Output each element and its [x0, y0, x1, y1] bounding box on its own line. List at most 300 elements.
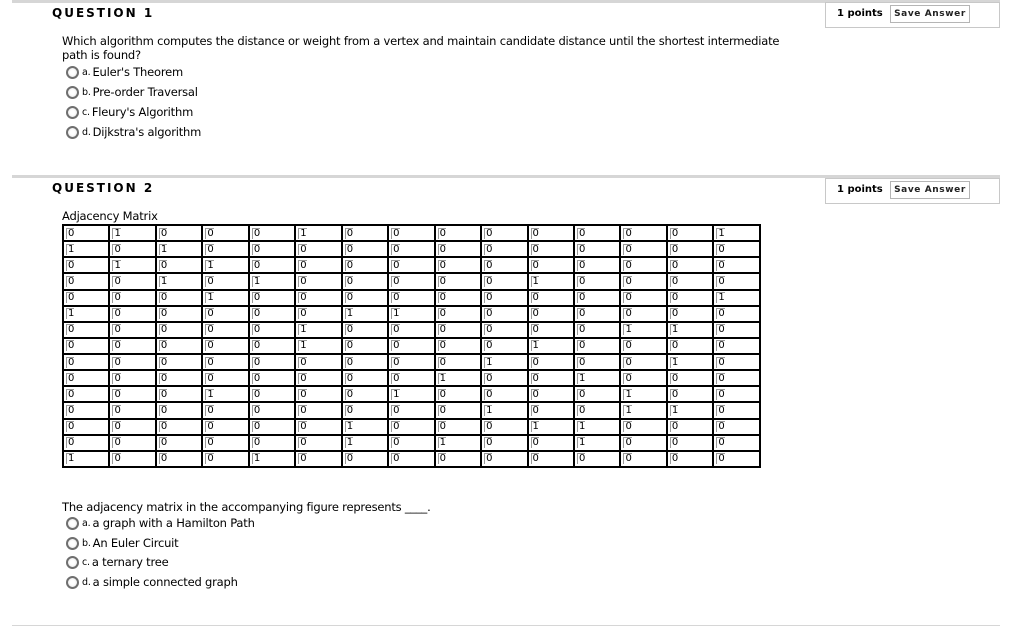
matrix-cell	[156, 273, 202, 289]
matrix-cell	[63, 338, 109, 354]
matrix-cell-value: 0	[671, 372, 679, 384]
matrix-cell-value: 0	[671, 227, 679, 239]
matrix-cell-value: 0	[114, 356, 121, 368]
matrix-cell	[295, 386, 341, 402]
matrix-cell-value: 0	[207, 453, 214, 465]
matrix-cell-value: 1	[718, 292, 725, 304]
matrix-cell-value: 0	[625, 372, 632, 384]
radio-button[interactable]	[66, 126, 79, 139]
matrix-cell	[249, 322, 295, 338]
question-2-option-a[interactable]: a. a graph with a Hamilton Path	[66, 514, 255, 532]
matrix-cell-value: 1	[718, 227, 725, 239]
matrix-cell	[342, 241, 388, 257]
matrix-cell	[63, 419, 109, 435]
matrix-cell-value: 0	[671, 275, 679, 287]
matrix-cell	[620, 273, 666, 289]
matrix-cell-value: 0	[114, 388, 121, 400]
matrix-cell	[109, 354, 155, 370]
matrix-cell-value: 0	[253, 259, 261, 271]
matrix-cell	[713, 322, 760, 338]
matrix-cell-value: 0	[578, 340, 586, 352]
matrix-cell	[481, 402, 527, 418]
matrix-cell-value: 0	[718, 437, 725, 449]
matrix-cell-value: 0	[160, 308, 168, 320]
matrix-cell-value: 0	[486, 388, 493, 400]
matrix-cell-value: 0	[532, 227, 539, 239]
matrix-cell-value: 0	[253, 308, 261, 320]
question-2-option-c[interactable]: c. a ternary tree	[66, 553, 169, 571]
matrix-cell	[388, 419, 434, 435]
question-2-title: QUESTION 2	[52, 181, 155, 195]
matrix-cell-value: 0	[532, 404, 539, 416]
question-2-points-box	[825, 178, 1000, 204]
radio-button[interactable]	[66, 537, 79, 550]
matrix-cell-value: 0	[300, 437, 307, 449]
matrix-cell	[667, 354, 713, 370]
matrix-cell	[667, 273, 713, 289]
matrix-cell-value: 0	[207, 421, 214, 433]
matrix-row	[63, 451, 760, 467]
matrix-cell	[249, 225, 295, 241]
matrix-cell-value: 0	[68, 324, 75, 336]
matrix-cell	[202, 257, 248, 273]
matrix-cell	[481, 451, 527, 467]
matrix-row	[63, 354, 760, 370]
matrix-cell	[667, 290, 713, 306]
matrix-cell	[202, 241, 248, 257]
matrix-cell	[249, 290, 295, 306]
matrix-cell-value: 1	[346, 308, 354, 320]
question-2-save-button[interactable]: Save Answer	[890, 181, 970, 199]
matrix-cell-value: 0	[532, 453, 539, 465]
matrix-cell	[435, 402, 481, 418]
matrix-cell-value: 0	[300, 292, 307, 304]
matrix-cell	[620, 354, 666, 370]
matrix-cell-value: 0	[114, 292, 121, 304]
matrix-cell	[63, 370, 109, 386]
matrix-cell-value: 0	[346, 372, 354, 384]
matrix-cell	[620, 402, 666, 418]
matrix-cell	[342, 225, 388, 241]
question-1-points-box	[825, 2, 1000, 28]
matrix-cell-value: 0	[253, 292, 261, 304]
matrix-cell-value: 0	[671, 292, 679, 304]
matrix-cell	[295, 338, 341, 354]
matrix-cell	[342, 435, 388, 451]
matrix-cell-value: 0	[300, 243, 307, 255]
matrix-cell-value: 0	[346, 324, 354, 336]
matrix-cell	[667, 451, 713, 467]
matrix-cell-value: 0	[160, 340, 168, 352]
matrix-cell-value: 1	[300, 324, 307, 336]
matrix-cell	[574, 402, 620, 418]
matrix-cell-value: 0	[253, 356, 261, 368]
question-2-option-d[interactable]: d. a simple connected graph	[66, 573, 238, 591]
matrix-cell	[342, 402, 388, 418]
matrix-cell-value: 0	[393, 404, 400, 416]
matrix-cell	[156, 322, 202, 338]
matrix-cell-value: 0	[346, 388, 354, 400]
matrix-cell	[63, 273, 109, 289]
matrix-cell-value: 0	[160, 356, 168, 368]
matrix-cell	[713, 225, 760, 241]
matrix-cell-value: 0	[346, 243, 354, 255]
matrix-cell	[481, 338, 527, 354]
matrix-cell-value: 0	[578, 292, 586, 304]
matrix-cell	[109, 451, 155, 467]
radio-button[interactable]	[66, 106, 79, 119]
matrix-cell	[156, 354, 202, 370]
matrix-cell-value: 0	[160, 227, 168, 239]
matrix-cell-value: 0	[393, 453, 400, 465]
matrix-cell	[574, 225, 620, 241]
matrix-cell-value: 0	[486, 292, 493, 304]
matrix-cell-value: 0	[114, 372, 121, 384]
matrix-cell	[667, 370, 713, 386]
matrix-cell-value: 0	[625, 292, 632, 304]
matrix-cell-value: 1	[486, 356, 493, 368]
matrix-cell	[388, 225, 434, 241]
matrix-cell	[156, 241, 202, 257]
matrix-cell-value: 0	[114, 421, 121, 433]
matrix-cell	[667, 419, 713, 435]
matrix-cell	[202, 306, 248, 322]
matrix-cell-value: 0	[578, 404, 586, 416]
matrix-cell-value: 1	[253, 453, 261, 465]
matrix-cell	[156, 257, 202, 273]
matrix-cell	[528, 402, 574, 418]
matrix-cell	[435, 370, 481, 386]
matrix-cell	[109, 338, 155, 354]
matrix-cell-value: 0	[253, 372, 261, 384]
matrix-cell	[342, 386, 388, 402]
matrix-cell-value: 0	[300, 421, 307, 433]
matrix-cell-value: 0	[346, 453, 354, 465]
matrix-cell-value: 1	[625, 404, 632, 416]
matrix-cell-value: 0	[68, 259, 75, 271]
matrix-cell	[295, 419, 341, 435]
matrix-cell	[574, 451, 620, 467]
matrix-label: Adjacency Matrix	[62, 209, 158, 223]
matrix-cell-value: 0	[207, 437, 214, 449]
matrix-cell-value: 0	[207, 324, 214, 336]
matrix-cell	[109, 402, 155, 418]
matrix-cell	[295, 241, 341, 257]
matrix-cell	[388, 290, 434, 306]
matrix-cell	[109, 322, 155, 338]
radio-button[interactable]	[66, 86, 79, 99]
question-2-option-b[interactable]: b. An Euler Circuit	[66, 534, 179, 552]
question-1-option-d[interactable]: d. Dijkstra's algorithm	[66, 123, 201, 141]
matrix-cell-value: 0	[578, 453, 586, 465]
matrix-cell	[667, 386, 713, 402]
matrix-cell-value: 0	[718, 356, 725, 368]
radio-button[interactable]	[66, 517, 79, 530]
matrix-cell	[620, 225, 666, 241]
matrix-cell	[528, 435, 574, 451]
matrix-cell-value: 1	[346, 437, 354, 449]
matrix-cell	[295, 402, 341, 418]
matrix-cell	[295, 273, 341, 289]
matrix-cell	[388, 435, 434, 451]
matrix-cell-value: 0	[207, 404, 214, 416]
matrix-cell-value: 0	[439, 340, 446, 352]
matrix-cell-value: 0	[393, 324, 400, 336]
matrix-cell-value: 0	[532, 372, 539, 384]
matrix-cell-value: 0	[718, 340, 725, 352]
matrix-row	[63, 273, 760, 289]
matrix-cell	[620, 322, 666, 338]
matrix-cell-value: 0	[718, 388, 725, 400]
matrix-cell-value: 0	[160, 404, 168, 416]
matrix-cell-value: 0	[439, 388, 446, 400]
matrix-cell-value: 1	[439, 372, 446, 384]
matrix-cell	[249, 435, 295, 451]
matrix-cell-value: 1	[160, 243, 168, 255]
matrix-cell	[388, 273, 434, 289]
matrix-cell-value: 1	[625, 388, 632, 400]
matrix-cell	[713, 419, 760, 435]
matrix-cell-value: 0	[253, 437, 261, 449]
matrix-cell	[713, 386, 760, 402]
matrix-cell-value: 0	[439, 404, 446, 416]
radio-button[interactable]	[66, 556, 79, 569]
matrix-cell	[481, 273, 527, 289]
matrix-cell	[342, 338, 388, 354]
matrix-row	[63, 370, 760, 386]
matrix-cell-value: 0	[578, 259, 586, 271]
matrix-cell	[63, 322, 109, 338]
matrix-cell-value: 0	[346, 227, 354, 239]
matrix-cell-value: 0	[68, 421, 75, 433]
matrix-cell-value: 0	[207, 308, 214, 320]
matrix-cell	[342, 419, 388, 435]
matrix-cell	[528, 338, 574, 354]
matrix-cell	[342, 290, 388, 306]
matrix-cell	[574, 338, 620, 354]
matrix-cell-value: 0	[486, 259, 493, 271]
question-1-option-c[interactable]: c. Fleury's Algorithm	[66, 103, 193, 121]
matrix-cell	[481, 290, 527, 306]
matrix-cell	[528, 322, 574, 338]
matrix-cell-value: 1	[671, 324, 679, 336]
matrix-cell	[481, 354, 527, 370]
matrix-cell-value: 0	[393, 243, 400, 255]
matrix-cell-value: 0	[68, 340, 75, 352]
matrix-cell-value: 0	[393, 356, 400, 368]
matrix-cell	[202, 225, 248, 241]
matrix-cell	[388, 338, 434, 354]
matrix-cell	[156, 435, 202, 451]
matrix-cell-value: 0	[671, 259, 679, 271]
matrix-cell-value: 0	[671, 437, 679, 449]
matrix-cell-value: 0	[578, 275, 586, 287]
matrix-cell	[574, 419, 620, 435]
matrix-cell	[156, 419, 202, 435]
matrix-cell	[435, 451, 481, 467]
question-1-option-b[interactable]: b. Pre-order Traversal	[66, 83, 198, 101]
matrix-cell-value: 1	[393, 388, 400, 400]
question-1-text: Which algorithm computes the distance or weight from a vertex and maintain candidate distance until the shortest intermediate path is found?	[62, 34, 780, 62]
matrix-cell-value: 0	[486, 437, 493, 449]
matrix-cell-value: 0	[625, 259, 632, 271]
matrix-cell	[295, 225, 341, 241]
matrix-cell-value: 0	[486, 324, 493, 336]
matrix-cell	[435, 435, 481, 451]
matrix-cell	[713, 306, 760, 322]
matrix-cell-value: 0	[160, 421, 168, 433]
matrix-cell	[435, 322, 481, 338]
matrix-cell-value: 0	[486, 372, 493, 384]
matrix-row	[63, 435, 760, 451]
matrix-cell-value: 0	[532, 292, 539, 304]
matrix-cell-value: 0	[346, 292, 354, 304]
matrix-cell-value: 0	[300, 356, 307, 368]
question-1-save-button[interactable]: Save Answer	[890, 5, 970, 23]
matrix-cell-value: 0	[207, 275, 214, 287]
matrix-cell-value: 0	[253, 388, 261, 400]
matrix-cell	[156, 338, 202, 354]
matrix-cell	[574, 290, 620, 306]
matrix-cell-value: 1	[671, 356, 679, 368]
matrix-cell-value: 0	[532, 259, 539, 271]
matrix-cell	[388, 370, 434, 386]
matrix-cell-value: 0	[300, 259, 307, 271]
matrix-cell-value: 0	[718, 453, 725, 465]
matrix-cell	[202, 419, 248, 435]
matrix-cell-value: 0	[486, 340, 493, 352]
matrix-cell	[109, 386, 155, 402]
matrix-cell-value: 0	[625, 437, 632, 449]
matrix-row	[63, 257, 760, 273]
matrix-cell	[295, 322, 341, 338]
matrix-cell-value: 0	[532, 324, 539, 336]
matrix-cell	[202, 370, 248, 386]
matrix-cell-value: 0	[486, 243, 493, 255]
matrix-cell-value: 0	[114, 404, 121, 416]
matrix-cell-value: 0	[532, 356, 539, 368]
matrix-cell-value: 0	[393, 227, 400, 239]
matrix-cell	[202, 354, 248, 370]
matrix-cell-value: 1	[68, 453, 75, 465]
matrix-cell-value: 0	[625, 356, 632, 368]
matrix-cell-value: 0	[393, 340, 400, 352]
matrix-cell	[202, 402, 248, 418]
matrix-cell	[63, 451, 109, 467]
matrix-cell	[295, 370, 341, 386]
matrix-cell	[249, 402, 295, 418]
matrix-cell	[667, 241, 713, 257]
matrix-cell	[620, 419, 666, 435]
matrix-cell	[574, 386, 620, 402]
matrix-cell	[713, 370, 760, 386]
matrix-cell-value: 1	[532, 421, 539, 433]
matrix-cell-value: 0	[578, 227, 586, 239]
matrix-cell	[667, 338, 713, 354]
matrix-cell-value: 1	[160, 275, 168, 287]
matrix-cell	[342, 306, 388, 322]
matrix-cell	[528, 306, 574, 322]
matrix-cell	[435, 386, 481, 402]
question-1-option-a[interactable]: a. Euler's Theorem	[66, 63, 183, 81]
matrix-row	[63, 290, 760, 306]
matrix-cell	[574, 354, 620, 370]
matrix-cell-value: 0	[718, 421, 725, 433]
matrix-cell-value: 0	[393, 421, 400, 433]
matrix-cell	[156, 290, 202, 306]
matrix-cell-value: 0	[625, 308, 632, 320]
matrix-cell-value: 0	[346, 275, 354, 287]
matrix-cell-value: 0	[300, 372, 307, 384]
matrix-cell	[528, 419, 574, 435]
matrix-cell	[388, 306, 434, 322]
matrix-cell-value: 0	[68, 227, 75, 239]
matrix-cell-value: 0	[393, 372, 400, 384]
matrix-cell	[109, 225, 155, 241]
matrix-cell	[63, 225, 109, 241]
matrix-cell-value: 1	[300, 227, 307, 239]
matrix-cell	[109, 370, 155, 386]
matrix-cell-value: 0	[300, 453, 307, 465]
matrix-cell-value: 0	[671, 421, 679, 433]
matrix-cell-value: 0	[68, 372, 75, 384]
matrix-cell-value: 0	[439, 324, 446, 336]
matrix-cell-value: 0	[346, 340, 354, 352]
matrix-cell	[63, 386, 109, 402]
matrix-cell	[202, 451, 248, 467]
matrix-cell-value: 0	[393, 259, 400, 271]
matrix-cell-value: 0	[346, 356, 354, 368]
matrix-cell-value: 0	[114, 437, 121, 449]
matrix-cell-value: 0	[578, 308, 586, 320]
matrix-cell-value: 0	[160, 372, 168, 384]
matrix-cell	[620, 370, 666, 386]
matrix-cell	[249, 354, 295, 370]
matrix-cell	[574, 306, 620, 322]
matrix-cell-value: 0	[393, 437, 400, 449]
matrix-cell-value: 0	[114, 308, 121, 320]
matrix-cell-value: 0	[486, 275, 493, 287]
matrix-cell-value: 0	[300, 308, 307, 320]
matrix-cell	[620, 451, 666, 467]
matrix-cell-value: 0	[439, 243, 446, 255]
matrix-cell	[620, 386, 666, 402]
matrix-row	[63, 322, 760, 338]
matrix-cell-value: 1	[671, 404, 679, 416]
matrix-cell-value: 0	[253, 404, 261, 416]
matrix-cell	[574, 322, 620, 338]
matrix-cell-value: 1	[114, 227, 121, 239]
matrix-cell	[574, 257, 620, 273]
radio-button[interactable]	[66, 576, 79, 589]
matrix-cell	[435, 241, 481, 257]
matrix-cell	[295, 451, 341, 467]
matrix-cell-value: 1	[207, 292, 214, 304]
matrix-cell-value: 0	[486, 227, 493, 239]
matrix-cell	[63, 306, 109, 322]
matrix-cell-value: 0	[393, 292, 400, 304]
matrix-cell-value: 0	[207, 227, 214, 239]
matrix-cell-value: 0	[486, 421, 493, 433]
radio-button[interactable]	[66, 66, 79, 79]
matrix-cell-value: 0	[207, 340, 214, 352]
matrix-cell-value: 0	[160, 437, 168, 449]
matrix-cell	[249, 386, 295, 402]
matrix-cell-value: 0	[253, 340, 261, 352]
question-1-title: QUESTION 1	[52, 6, 155, 20]
matrix-cell-value: 0	[718, 308, 725, 320]
matrix-row	[63, 338, 760, 354]
